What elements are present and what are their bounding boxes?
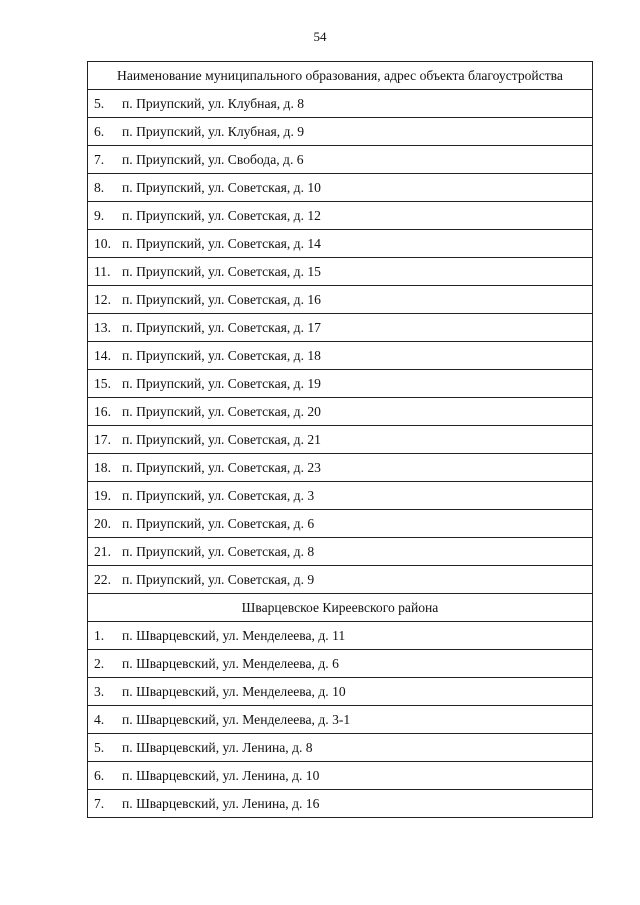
row-address: п. Шварцевский, ул. Ленина, д. 10 (122, 767, 320, 783)
row-address: п. Приупский, ул. Советская, д. 8 (122, 543, 315, 559)
table-cell (88, 510, 593, 538)
page-number: 54 (313, 29, 327, 44)
table-row (88, 230, 593, 258)
table-cell (88, 426, 593, 454)
section-title: Шварцевское Киреевского района (88, 594, 593, 622)
table-cell (88, 90, 593, 118)
table-body (88, 62, 593, 818)
row-address: п. Приупский, ул. Советская, д. 3 (122, 487, 315, 503)
row-number: 6. (94, 123, 105, 139)
row-address: п. Приупский, ул. Советская, д. 6 (122, 515, 315, 531)
row-number: 1. (94, 627, 105, 643)
section-row (88, 594, 593, 622)
table-cell (88, 734, 593, 762)
table-row (88, 482, 593, 510)
row-number: 2. (94, 655, 105, 671)
row-number: 17. (94, 431, 111, 447)
row-address: п. Приупский, ул. Советская, д. 10 (122, 179, 321, 195)
table-cell (88, 174, 593, 202)
row-number: 5. (94, 95, 105, 111)
row-address: п. Шварцевский, ул. Ленина, д. 16 (122, 795, 320, 811)
table-row (88, 370, 593, 398)
table-cell (88, 146, 593, 174)
row-number: 14. (94, 347, 111, 363)
row-number: 9. (94, 207, 105, 223)
table-cell (88, 790, 593, 818)
row-number: 8. (94, 179, 105, 195)
row-number: 16. (94, 403, 111, 419)
table-cell (88, 566, 593, 594)
row-address: п. Приупский, ул. Советская, д. 21 (122, 431, 321, 447)
row-address: п. Шварцевский, ул. Менделеева, д. 6 (122, 655, 339, 671)
row-number: 13. (94, 319, 111, 335)
table-cell (88, 678, 593, 706)
table-row (88, 538, 593, 566)
row-number: 21. (94, 543, 111, 559)
row-address: п. Приупский, ул. Советская, д. 14 (122, 235, 321, 251)
table-cell (88, 286, 593, 314)
address-table (87, 61, 593, 818)
table-cell (88, 622, 593, 650)
table-cell (88, 314, 593, 342)
row-number: 12. (94, 291, 111, 307)
table-row (88, 734, 593, 762)
row-address: п. Шварцевский, ул. Ленина, д. 8 (122, 739, 313, 755)
row-number: 18. (94, 459, 111, 475)
row-address: п. Приупский, ул. Советская, д. 20 (122, 403, 321, 419)
table-row (88, 174, 593, 202)
table-cell (88, 454, 593, 482)
table-row (88, 342, 593, 370)
table-row (88, 146, 593, 174)
table-cell (88, 118, 593, 146)
row-number: 22. (94, 571, 111, 587)
table-row (88, 678, 593, 706)
table-row (88, 650, 593, 678)
table-cell (88, 482, 593, 510)
table-row (88, 314, 593, 342)
row-number: 3. (94, 683, 105, 699)
row-address: п. Приупский, ул. Советская, д. 17 (122, 319, 321, 335)
row-number: 6. (94, 767, 105, 783)
table-cell (88, 538, 593, 566)
table-row (88, 762, 593, 790)
table-row (88, 622, 593, 650)
row-address: п. Шварцевский, ул. Менделеева, д. 3-1 (122, 711, 351, 727)
row-number: 20. (94, 515, 111, 531)
table-cell (88, 398, 593, 426)
table-cell (88, 258, 593, 286)
table-row (88, 202, 593, 230)
table-cell (88, 762, 593, 790)
row-address: п. Шварцевский, ул. Менделеева, д. 10 (122, 683, 346, 699)
row-number: 19. (94, 487, 111, 503)
table-row (88, 426, 593, 454)
table-cell (88, 706, 593, 734)
table-row (88, 790, 593, 818)
row-address: п. Приупский, ул. Советская, д. 19 (122, 375, 321, 391)
table-row (88, 566, 593, 594)
table-row (88, 286, 593, 314)
table-row (88, 454, 593, 482)
row-address: п. Приупский, ул. Свобода, д. 6 (122, 151, 304, 167)
row-number: 10. (94, 235, 111, 251)
row-number: 11. (94, 263, 111, 279)
table-header-cell: Наименование муниципального образования, адрес объекта благоустройства (88, 62, 593, 90)
table-row (88, 510, 593, 538)
row-address: п. Приупский, ул. Советская, д. 15 (122, 263, 321, 279)
table-cell (88, 230, 593, 258)
row-address: п. Приупский, ул. Советская, д. 18 (122, 347, 321, 363)
row-address: п. Приупский, ул. Советская, д. 12 (122, 207, 321, 223)
table-row (88, 258, 593, 286)
table-header-row (88, 62, 593, 90)
row-address: п. Приупский, ул. Советская, д. 16 (122, 291, 321, 307)
row-address: п. Приупский, ул. Советская, д. 23 (122, 459, 321, 475)
row-address: п. Приупский, ул. Клубная, д. 8 (122, 95, 305, 111)
row-address: п. Шварцевский, ул. Менделеева, д. 11 (122, 627, 346, 643)
row-number: 15. (94, 375, 111, 391)
table-row (88, 706, 593, 734)
table-row (88, 90, 593, 118)
row-number: 7. (94, 795, 105, 811)
table-cell (88, 202, 593, 230)
row-number: 4. (94, 711, 105, 727)
row-address: п. Приупский, ул. Клубная, д. 9 (122, 123, 305, 139)
table-row (88, 398, 593, 426)
table-cell (88, 370, 593, 398)
row-number: 5. (94, 739, 105, 755)
table-cell (88, 342, 593, 370)
row-number: 7. (94, 151, 105, 167)
row-address: п. Приупский, ул. Советская, д. 9 (122, 571, 315, 587)
table-cell (88, 650, 593, 678)
table-row (88, 118, 593, 146)
